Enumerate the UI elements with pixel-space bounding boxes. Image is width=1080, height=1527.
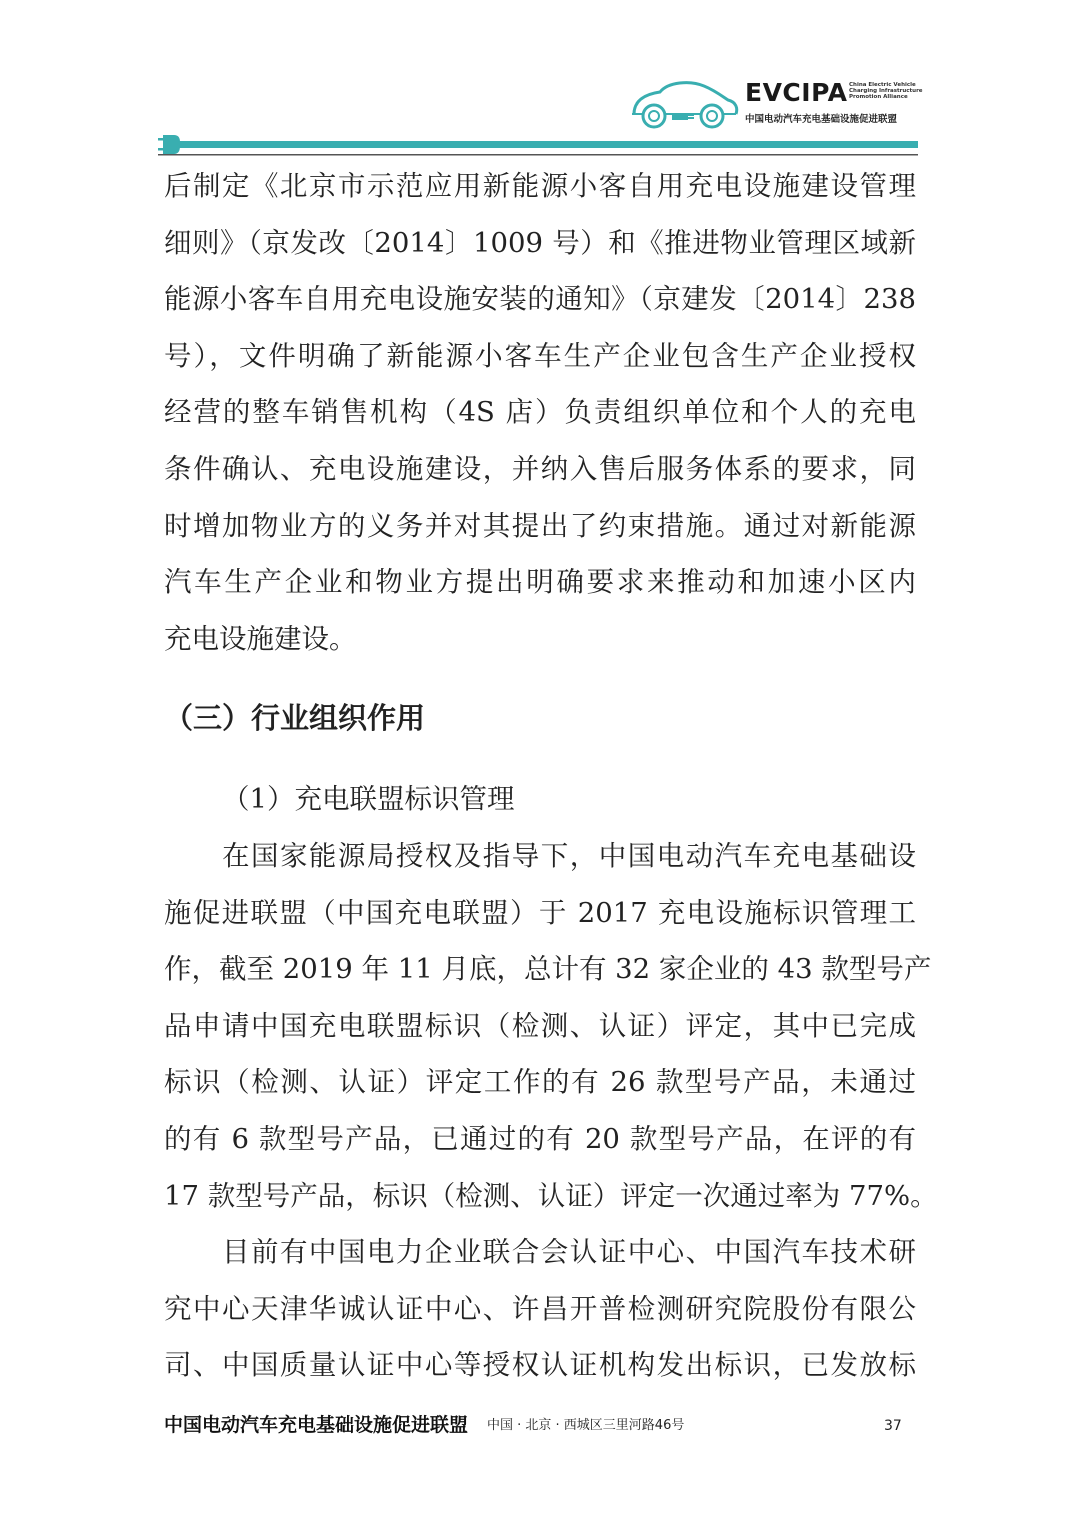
logo-english-name: China Electric Vehicle Charging Infrastructure Promotion Alliance — [849, 82, 923, 100]
text-line: 17 款型号产品，标识（检测、认证）评定一次通过率为 77%。 — [164, 1179, 938, 1212]
text-line: 汽车生产企业和物业方提出明确要求来推动和加速小区内 — [164, 566, 916, 599]
text-line: 条件确认、充电设施建设，并纳入售后服务体系的要求，同 — [164, 452, 916, 485]
text-line: 细则》（京发改〔2014〕1009 号）和《推进物业管理区域新 — [164, 226, 916, 259]
footer-organization: 中国电动汽车充电基础设施促进联盟 — [164, 1414, 469, 1436]
logo-wordmark — [745, 78, 923, 125]
electric-car-logo-icon — [628, 76, 740, 132]
page-header — [0, 0, 1080, 160]
text-line: 时增加物业方的义务并对其提出了约束措施。通过对新能源 — [164, 509, 916, 542]
text-line: 作，截至 2019 年 11 月底，总计有 32 家企业的 43 款型号产 — [164, 953, 932, 986]
text-line: 施促进联盟（中国充电联盟）于 2017 充电设施标识管理工 — [164, 896, 916, 929]
page-number: 37 — [884, 1418, 902, 1434]
text-line: 经营的整车销售机构（4S 店）负责组织单位和个人的充电 — [164, 396, 916, 429]
text-line: 号），文件明确了新能源小客车生产企业包含生产企业授权 — [164, 339, 916, 372]
text-line: 后制定《北京市示范应用新能源小客自用充电设施建设管理 — [164, 170, 916, 202]
text-line: 在国家能源局授权及指导下，中国电动汽车充电基础设 — [222, 840, 916, 872]
text-line: 品申请中国充电联盟标识（检测、认证）评定，其中已完成 — [164, 1009, 916, 1042]
paragraph-policy — [164, 158, 916, 667]
logo-chinese-name: 中国电动汽车充电基础设施促进联盟 — [745, 114, 898, 125]
footer-address: 中国 · 北京 · 西城区三里河路46号 — [487, 1418, 685, 1433]
subsection-heading: （1）充电联盟标识管理 — [222, 783, 515, 815]
text-line: 究中心天津华诚认证中心、许昌开普检测研究院股份有限公 — [164, 1292, 916, 1325]
section-heading: （三）行业组织作用 — [164, 701, 426, 735]
plug-divider-line — [158, 134, 918, 158]
logo-abbreviation: EVCIPA — [745, 78, 848, 107]
text-line: 充电设施建设。 — [164, 622, 357, 655]
paragraph-alliance — [164, 828, 938, 1394]
text-line: 标识（检测、认证）评定工作的有 26 款型号产品，未通过 — [164, 1066, 916, 1099]
text-line: 的有 6 款型号产品，已通过的有 20 款型号产品，在评的有 — [164, 1122, 916, 1155]
text-line: 能源小客车自用充电设施安装的通知》（京建发〔2014〕238 — [164, 283, 916, 316]
text-line: 目前有中国电力企业联合会认证中心、中国汽车技术研 — [222, 1236, 916, 1269]
text-line: 司、中国质量认证中心等授权认证机构发出标识，已发放标 — [164, 1349, 916, 1382]
